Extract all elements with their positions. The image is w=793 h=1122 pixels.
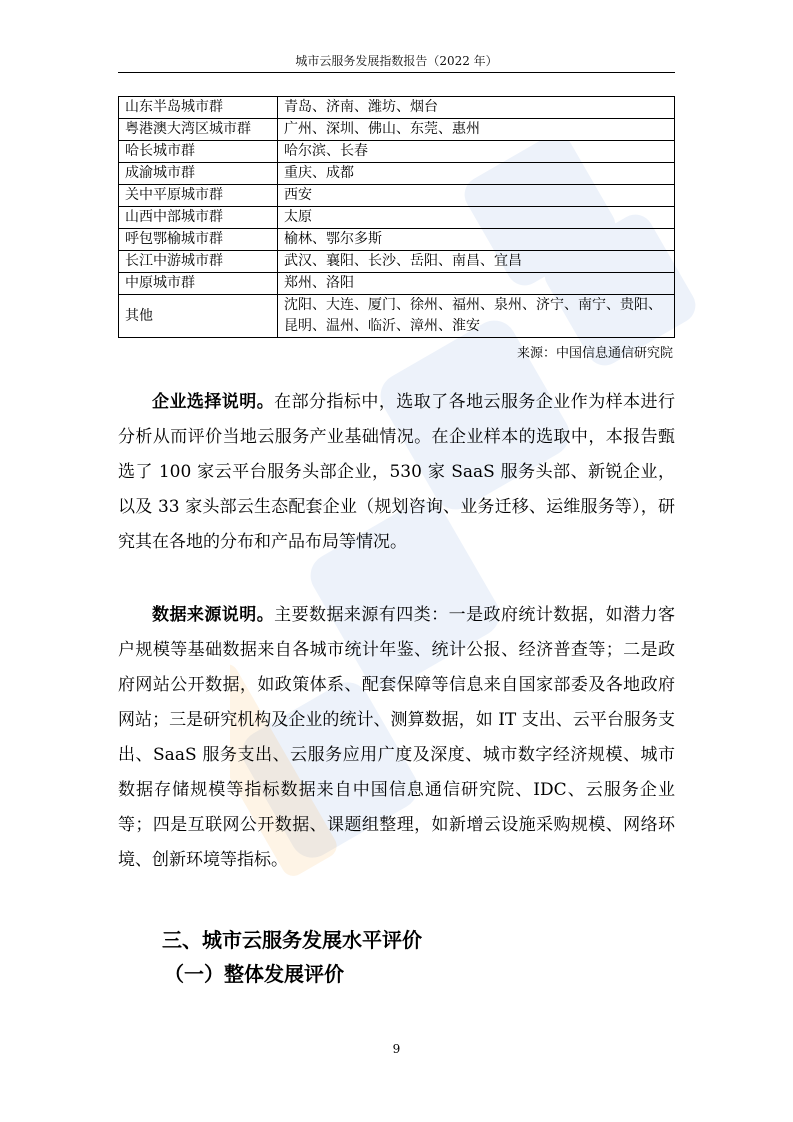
- cities-cell: 郑州、洛阳: [278, 273, 675, 295]
- region-cell: 中原城市群: [119, 273, 278, 295]
- paragraph-title: 数据来源说明。: [152, 605, 275, 625]
- cities-cell: 广州、深圳、佛山、东莞、惠州: [278, 119, 675, 141]
- region-cell: 长江中游城市群: [119, 251, 278, 273]
- table-row: [119, 163, 675, 185]
- region-cell: 粤港澳大湾区城市群: [119, 119, 278, 141]
- cities-cell: 武汉、襄阳、长沙、岳阳、南昌、宜昌: [278, 251, 675, 273]
- region-cell: 关中平原城市群: [119, 185, 278, 207]
- paragraph-title: 企业选择说明。: [152, 392, 275, 412]
- city-cluster-table: [118, 96, 675, 338]
- page-header: 城市云服务发展指数报告（2022 年）: [295, 54, 498, 68]
- table-source: 来源：中国信息通信研究院: [516, 346, 673, 361]
- cities-cell: 哈尔滨、长春: [278, 141, 675, 163]
- table-row: [119, 251, 675, 273]
- table-row: [119, 185, 675, 207]
- paragraph-enterprise-selection: [118, 385, 675, 560]
- region-cell: 山东半岛城市群: [119, 97, 278, 119]
- paragraph-body: 在部分指标中，选取了各地云服务企业作为样本进行分析从而评价当地云服务产业基础情况。在企业样本的选取中，本报告甄选了 100 家云平台服务头部企业，530 家 SaaS 服务头部、新锐企业，以及 33 家头部云生态配套企业（规划咨询、业务迁移、运维服务等），研究其在各地的分布和产品布局等情况。: [118, 392, 676, 552]
- paragraph-body: 主要数据来源有四类：一是政府统计数据，如潜力客户规模等基础数据来自各城市统计年鉴、统计公报、经济普查等；二是政府网站公开数据，如政策体系、配套保障等信息来自国家部委及各地政府网站；三是研究机构及企业的统计、测算数据，如 IT 支出、云平台服务支出、SaaS 服务支出、云服务应用广度及深度、城市数字经济规模、城市数据存储规模等指标数据来自中国信息通信研究院、IDC、云服务企业等；四是互联网公开数据、课题组整理，如新增云设施采购规模、网络环境、创新环境等指标。: [118, 605, 676, 870]
- cities-cell: 重庆、成都: [278, 163, 675, 185]
- region-cell: 呼包鄂榆城市群: [119, 229, 278, 251]
- section-heading: 三、城市云服务发展水平评价: [162, 928, 422, 952]
- cities-cell: 榆林、鄂尔多斯: [278, 229, 675, 251]
- cities-cell: 太原: [278, 207, 675, 229]
- table-row: [119, 119, 675, 141]
- page-number: 9: [392, 1042, 401, 1056]
- cities-cell: 青岛、济南、潍坊、烟台: [278, 97, 675, 119]
- cities-cell: 沈阳、大连、厦门、徐州、福州、泉州、济宁、南宁、贵阳、昆明、温州、临沂、漳州、淮安: [278, 295, 675, 338]
- paragraph-data-source: [118, 598, 675, 878]
- region-cell: 其他: [119, 295, 278, 338]
- region-cell: 哈长城市群: [119, 141, 278, 163]
- subsection-heading: （一）整体发展评价: [164, 962, 344, 986]
- table-row: [119, 141, 675, 163]
- table-row: [119, 229, 675, 251]
- region-cell: 山西中部城市群: [119, 207, 278, 229]
- cities-cell: 西安: [278, 185, 675, 207]
- table-row: [119, 97, 675, 119]
- table-row: [119, 207, 675, 229]
- header-rule: [118, 72, 675, 73]
- region-cell: 成渝城市群: [119, 163, 278, 185]
- table-row: [119, 273, 675, 295]
- table-row: [119, 295, 675, 338]
